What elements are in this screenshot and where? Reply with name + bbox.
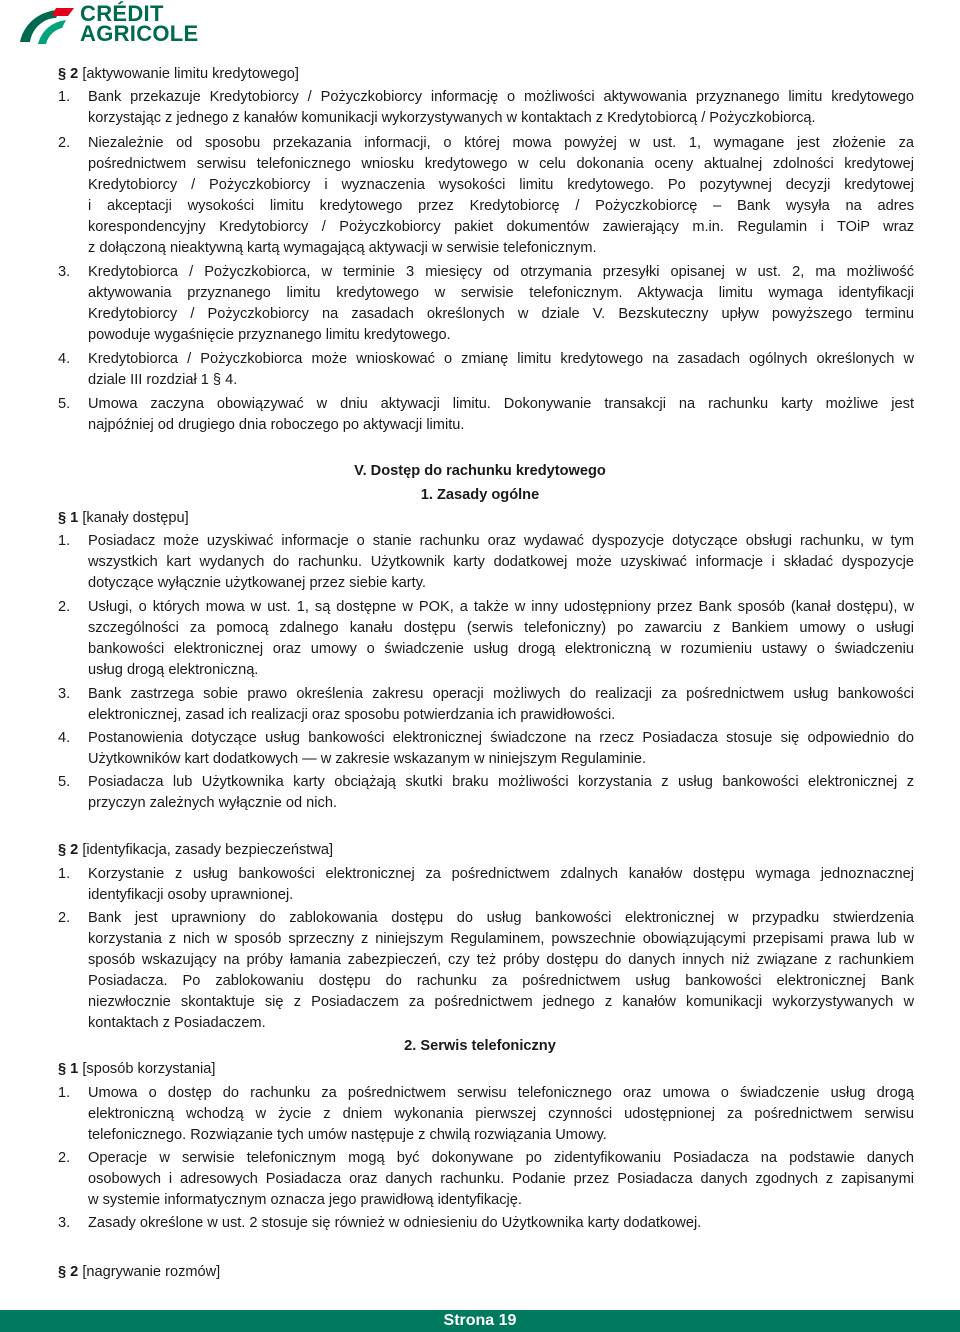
paragraph-line: Operacje w serwisie telefonicznym mogą być dokonywane po zidentyfikowaniu Posiadacza na podstawie danych (88, 1150, 914, 1166)
section-title: [sposób korzystania] (78, 1061, 216, 1077)
paragraph-line: przyczyn zależnych wyłącznie od nich. (88, 795, 338, 811)
paragraph-line: osobowych i adresowych Posiadacza oraz danych rachunku. Podanie przez Posiadacza danych zgodnych z zapisanymi (88, 1171, 914, 1187)
section-title: [aktywowanie limitu kredytowego] (78, 66, 299, 82)
paragraph-line: kontaktach z Posiadaczem. (88, 1015, 266, 1031)
paragraph-number: 3. (58, 1215, 71, 1231)
paragraph-line: Bank jest uprawniony do zablokowania dostępu do usług bankowości elektronicznej w przypadku stwierdzenia (88, 910, 914, 926)
paragraph-line: Niezależnie od sposobu przekazania informacji, o której mowa powyżej w ust. 1, wymagane jest złożenie za (88, 135, 914, 151)
paragraph-number: 3. (58, 264, 71, 280)
paragraph-line: Bank zastrzega sobie prawo określenia zakresu operacji możliwych do realizacji za pośrednictwem usług bankowości (88, 686, 914, 702)
paragraph-line: powoduje wygaśnięcie przyznanego limitu kredytowego. (88, 327, 451, 343)
paragraph-line: Postanowienia dotyczące usług bankowości elektronicznej świadczone na rzecz Posiadacza stosuje się odpowiednio do (88, 730, 914, 746)
paragraph-line: usług drogą elektroniczną. (88, 662, 259, 678)
section-number: § 1 (58, 1061, 79, 1077)
paragraph-line: Użytkowników kart dodatkowych — w zakresie wskazanym w niniejszym Regulaminie. (88, 751, 646, 767)
section-number: § 2 (58, 842, 79, 858)
paragraph-line: Kredytobiorcy / Pożyczkobiorcy i wyznaczenia wysokości limitu kredytowego. Po pozytywnej decyzji kredytowej (88, 177, 914, 193)
paragraph-line: najpóźniej od drugiego dnia roboczego po aktywacji limitu. (88, 417, 465, 433)
paragraph-number: 3. (58, 686, 71, 702)
paragraph-line: korzystania z nich w sposób sprzeczny z niniejszym Regulaminem, powszechnie obowiązującymi przepisami prawa lub w (88, 931, 914, 947)
paragraph-number: 2. (58, 910, 71, 926)
logo-line-1: CRÉDIT (80, 1, 164, 26)
paragraph-line: Korzystanie z usług bankowości elektronicznej za pośrednictwem zdalnych kanałów dostępu wymaga jednoznacznej (88, 866, 914, 882)
paragraph-line: aktywowania przyznanego limitu kredytowego w serwisie telefonicznym. Aktywacja limitu wymaga identyfikacji (88, 285, 914, 301)
paragraph-line: Bank przekazuje Kredytobiorcy / Pożyczkobiorcy informację o możliwości aktywowania przyznanego limitu kredytowego (88, 89, 914, 105)
paragraph-line: Kredytobiorcy / Pożyczkobiorcy na zasadach określonych w dziale V. Bezskuteczny upływ powyższego terminu (88, 306, 914, 322)
paragraph-number: 2. (58, 135, 71, 151)
paragraph-line: wszystkich kart wydanych do rachunku. Użytkownik karty dodatkowej może uzyskiwać informacje i składać dyspozycje (88, 554, 914, 570)
paragraph-line: sposób wskazujący na próby łamania zabezpieczeń, czy też próby dostępu do danych innych niż związane z rachunkiem (88, 952, 914, 968)
chapter-title: V. Dostęp do rachunku kredytowego (354, 463, 606, 479)
section-title: [identyfikacja, zasady bezpieczeństwa] (78, 842, 334, 858)
paragraph-line: szczególności za pomocą zdalnego kanału dostępu (serwis telefoniczny) po zawarciu z Bankiem umowy o usługi (88, 620, 914, 636)
paragraph-number: 1. (58, 866, 71, 882)
section-heading (58, 1262, 220, 1283)
section-number: § 2 (58, 1264, 79, 1280)
section-number: § 2 (58, 66, 79, 82)
logo-emblem-icon (16, 4, 78, 48)
paragraph-line: korzystając z jednego z kanałów komunikacji wykorzystywanych w kontaktach z Kredytobiorcą / Pożyczkobiorcą. (88, 110, 816, 126)
subchapter-title: 1. Zasady ogólne (420, 487, 540, 503)
paragraph-line: korespondencyjny Kredytobiorcy / Pożyczkobiorcy pakiet dokumentów zawierający m.in. Regulamin i TOiP wraz (88, 219, 914, 235)
paragraph-line: bankowości elektronicznej oraz umowy o świadczenie usług drogą elektroniczną w rozumieniu ustawy o świadczeniu (88, 641, 914, 657)
subchapter-title: 2. Serwis telefoniczny (404, 1038, 556, 1054)
paragraph-line: Umowa o dostęp do rachunku za pośrednictwem serwisu telefonicznego oraz umowa o świadczenie usług drogą (88, 1085, 914, 1101)
paragraph-number: 5. (58, 774, 71, 790)
paragraph-number: 4. (58, 351, 71, 367)
page-number: Strona 19 (443, 1312, 517, 1329)
section-heading (58, 1059, 215, 1080)
paragraph-line: niezwłocznie skontaktuje się z Posiadaczem za pośrednictwem jednego z kanałów komunikacji wykorzystywanych w (88, 994, 914, 1010)
paragraph-line: elektroniczną wchodzą w życie z dniem wykonania pierwszej czynności udostępnionej za pośrednictwem serwisu (88, 1106, 914, 1122)
paragraph-line: z dołączoną nieaktywną kartą wymagającą aktywacji w serwisie telefonicznym. (88, 240, 597, 256)
paragraph-line: pośrednictwem serwisu telefonicznego wniosku kredytowego w celu dokonania oceny aktualnej zdolności kredytowej (88, 156, 914, 172)
paragraph-line: Kredytobiorca / Pożyczkobiorca, w terminie 3 miesięcy od otrzymania przesyłki opisanej w ust. 2, ma możliwość (88, 264, 914, 280)
paragraph-line: identyfikacji osoby uprawnionej. (88, 887, 294, 903)
paragraph-line: Zasady określone w ust. 2 stosuje się również w odniesieniu do Użytkownika karty dodatkowej. (88, 1215, 702, 1231)
paragraph-line: w systemie informatycznym oznacza jego prawidłową identyfikację. (88, 1192, 522, 1208)
section-heading (58, 64, 299, 85)
paragraph-line: elektronicznej, zasad ich realizacji oraz sposobu potwierdzania ich prawidłowości. (88, 707, 616, 723)
paragraph-line: telefonicznego. Rozwiązanie tych umów następuje z chwilą rozwiązania Umowy. (88, 1127, 607, 1143)
paragraph-line: Posiadacz może uzyskiwać informacje o stanie rachunku oraz wydawać dyspozycje dotyczące obsługi rachunku, w tym (88, 533, 914, 549)
paragraph-number: 5. (58, 396, 71, 412)
paragraph-number: 2. (58, 599, 71, 615)
paragraph-line: dotyczące wyłącznie użytkowanej przez siebie karty. (88, 575, 426, 591)
paragraph-line: Kredytobiorca / Pożyczkobiorca może wnioskować o zmianę limitu kredytowego na zasadach ogólnych określonych w (88, 351, 914, 367)
bank-logo (16, 1, 226, 48)
paragraph-line: Posiadacza lub Użytkownika karty obciążają skutki braku możliwości korzystania z usług bankowości elektronicznej z (88, 774, 914, 790)
paragraph-line: Posiadacza. Po zablokowaniu dostępu do rachunku za pośrednictwem usług bankowości elektronicznej Bank (88, 973, 914, 989)
paragraph-line: i akceptacji wysokości limitu kredytowego przez Kredytobiorcę / Pożyczkobiorcę – Bank wysyła na adres (88, 198, 914, 214)
section-heading (58, 840, 333, 861)
section-number: § 1 (58, 510, 79, 526)
paragraph-number: 1. (58, 89, 71, 105)
paragraph-number: 1. (58, 533, 71, 549)
logo-line-2: AGRICOLE (80, 21, 199, 46)
paragraph-number: 4. (58, 730, 71, 746)
section-title: [nagrywanie rozmów] (78, 1264, 221, 1280)
section-title: [kanały dostępu] (78, 510, 189, 526)
paragraph-number: 2. (58, 1150, 71, 1166)
paragraph-line: Usługi, o których mowa w ust. 1, są dostępne w POK, a także w inny udostępniony przez Bank sposób (kanał dostępu), w (88, 599, 914, 615)
paragraph-line: dziale III rozdział 1 § 4. (88, 372, 238, 388)
section-heading (58, 508, 189, 529)
paragraph-number: 1. (58, 1085, 71, 1101)
paragraph-line: Umowa zaczyna obowiązywać w dniu aktywacji limitu. Dokonywanie transakcji na rachunku karty możliwe jest (88, 396, 914, 412)
logo-wordmark (80, 1, 199, 46)
